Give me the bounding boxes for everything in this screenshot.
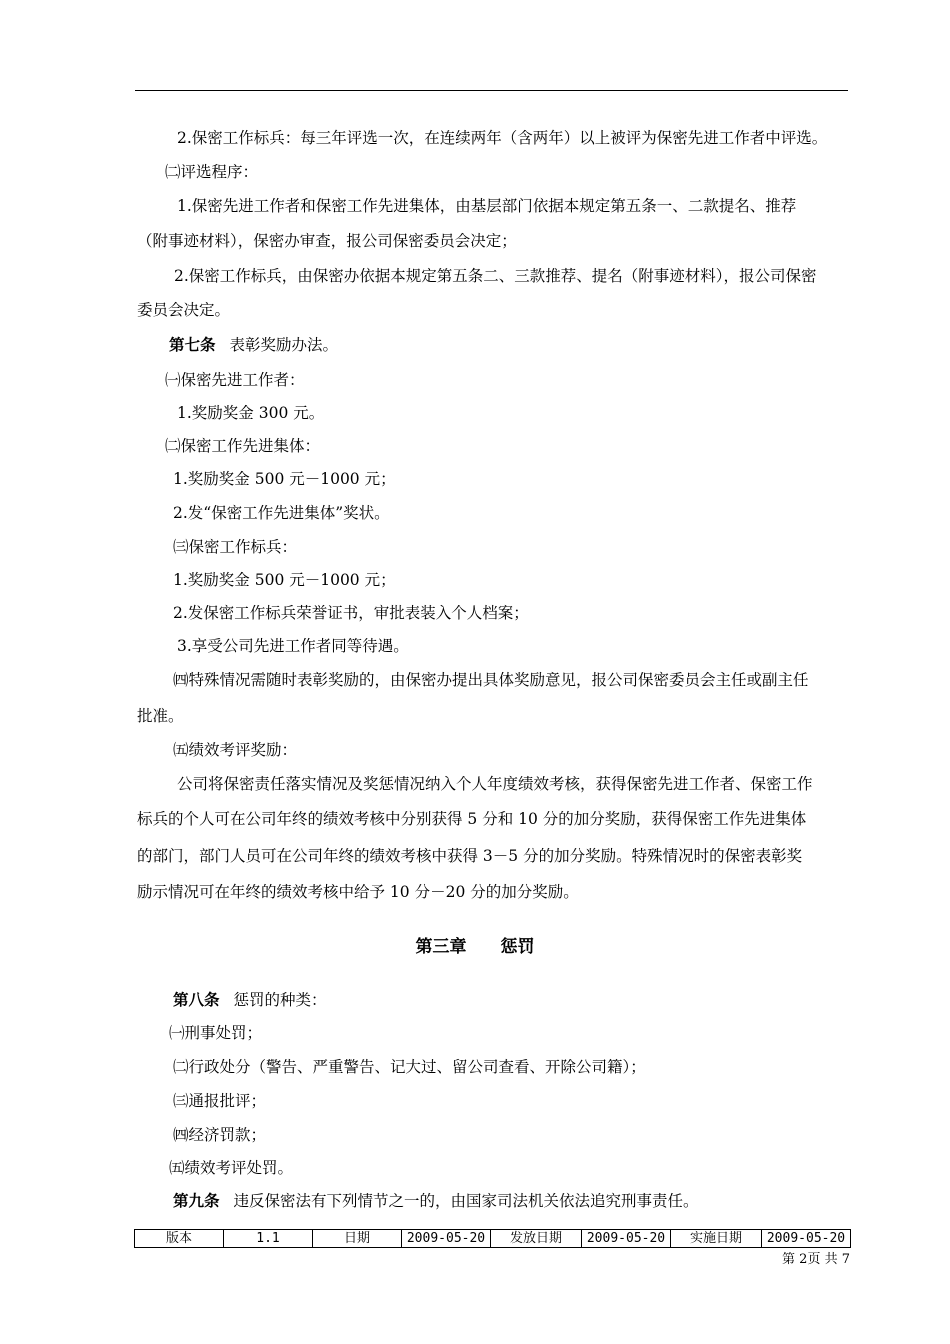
article-label: 第七条 xyxy=(169,335,216,354)
paragraph-line: ㈢通报批评； xyxy=(173,1092,267,1110)
paragraph-line: 2.保密工作标兵：每三年评选一次，在连续两年（含两年）以上被评为保密先进工作者中评选。 xyxy=(177,129,828,147)
paragraph-line: ㈣特殊情况需随时表彰奖励的，由保密办提出具体奖励意见，报公司保密委员会主任或副主任 xyxy=(173,671,809,689)
paragraph-line: ㈤绩效考评处罚。 xyxy=(169,1159,294,1177)
paragraph-line: ㈡行政处分（警告、严重警告、记大过、留公司查看、开除公司籍）； xyxy=(173,1058,646,1076)
paragraph-line: ㈤绩效考评奖励： xyxy=(173,741,298,759)
issue-date-value: 2009-05-20 xyxy=(582,1230,671,1248)
effective-date-label: 实施日期 xyxy=(671,1230,762,1248)
paragraph-line: ㈠保密先进工作者： xyxy=(165,371,305,389)
paragraph-line: 批准。 xyxy=(137,707,184,725)
paragraph-line: 励示情况可在年终的绩效考核中给予 10 分－20 分的加分奖励。 xyxy=(137,883,579,901)
paragraph-line: 委员会决定。 xyxy=(137,301,231,319)
paragraph-line: ㈠刑事处罚； xyxy=(169,1024,263,1042)
date-label: 日期 xyxy=(313,1230,402,1248)
paragraph-line: 1.奖励奖金 300 元。 xyxy=(177,404,325,422)
paragraph-line: 1.奖励奖金 500 元－1000 元； xyxy=(173,470,396,488)
paragraph-line: 2.发“保密工作先进集体”奖状。 xyxy=(173,504,390,522)
article-text: 违反保密法有下列情节之一的，由国家司法机关依法追究刑事责任。 xyxy=(233,1192,699,1210)
paragraph-line: ㈢保密工作标兵： xyxy=(173,538,298,556)
article-text: 惩罚的种类： xyxy=(233,991,327,1009)
article-9 xyxy=(173,1191,699,1211)
paragraph-line: ㈡保密工作先进集体： xyxy=(165,437,321,455)
article-7 xyxy=(169,335,338,355)
paragraph-line: 1.奖励奖金 500 元－1000 元； xyxy=(173,571,396,589)
paragraph-line: ㈡评选程序： xyxy=(165,163,259,181)
paragraph-line: 2.保密工作标兵，由保密办依据本规定第五条二、三款推荐、提名（附事迹材料），报公司保密 xyxy=(174,267,817,285)
header-rule xyxy=(135,90,848,91)
chapter-number: 第三章 xyxy=(415,937,467,957)
paragraph-line: 3.享受公司先进工作者同等待遇。 xyxy=(177,637,409,655)
paragraph-line: 标兵的个人可在公司年终的绩效考核中分别获得 5 分和 10 分的加分奖励，获得保密工作先进集体 xyxy=(137,810,807,828)
article-label: 第八条 xyxy=(173,990,220,1009)
article-8 xyxy=(173,990,327,1010)
chapter-title: 惩罚 xyxy=(500,937,535,957)
paragraph-line: 1.保密先进工作者和保密工作先进集体，由基层部门依据本规定第五条一、二款提名、推荐 xyxy=(177,197,797,215)
effective-date-value: 2009-05-20 xyxy=(762,1230,851,1248)
chapter-heading xyxy=(0,936,950,958)
paragraph-line: ㈣经济罚款； xyxy=(173,1126,267,1144)
issue-date-label: 发放日期 xyxy=(491,1230,582,1248)
paragraph-line: 2.发保密工作标兵荣誉证书，审批表装入个人档案； xyxy=(173,604,529,622)
version-value: 1.1 xyxy=(224,1230,313,1248)
version-label: 版本 xyxy=(135,1230,224,1248)
paragraph-line: 公司将保密责任落实情况及奖惩情况纳入个人年度绩效考核，获得保密先进工作者、保密工作 xyxy=(177,775,813,793)
article-text: 表彰奖励办法。 xyxy=(229,336,339,354)
paragraph-line: 的部门，部门人员可在公司年终的绩效考核中获得 3－5 分的加分奖励。特殊情况时的保密表彰奖 xyxy=(137,847,803,865)
article-label: 第九条 xyxy=(173,1191,220,1210)
paragraph-line: （附事迹材料），保密办审查，报公司保密委员会决定； xyxy=(137,232,517,250)
page-number: 第 2页 共 7 xyxy=(782,1252,850,1267)
date-value: 2009-05-20 xyxy=(402,1230,491,1248)
document-control-table xyxy=(134,1229,851,1248)
